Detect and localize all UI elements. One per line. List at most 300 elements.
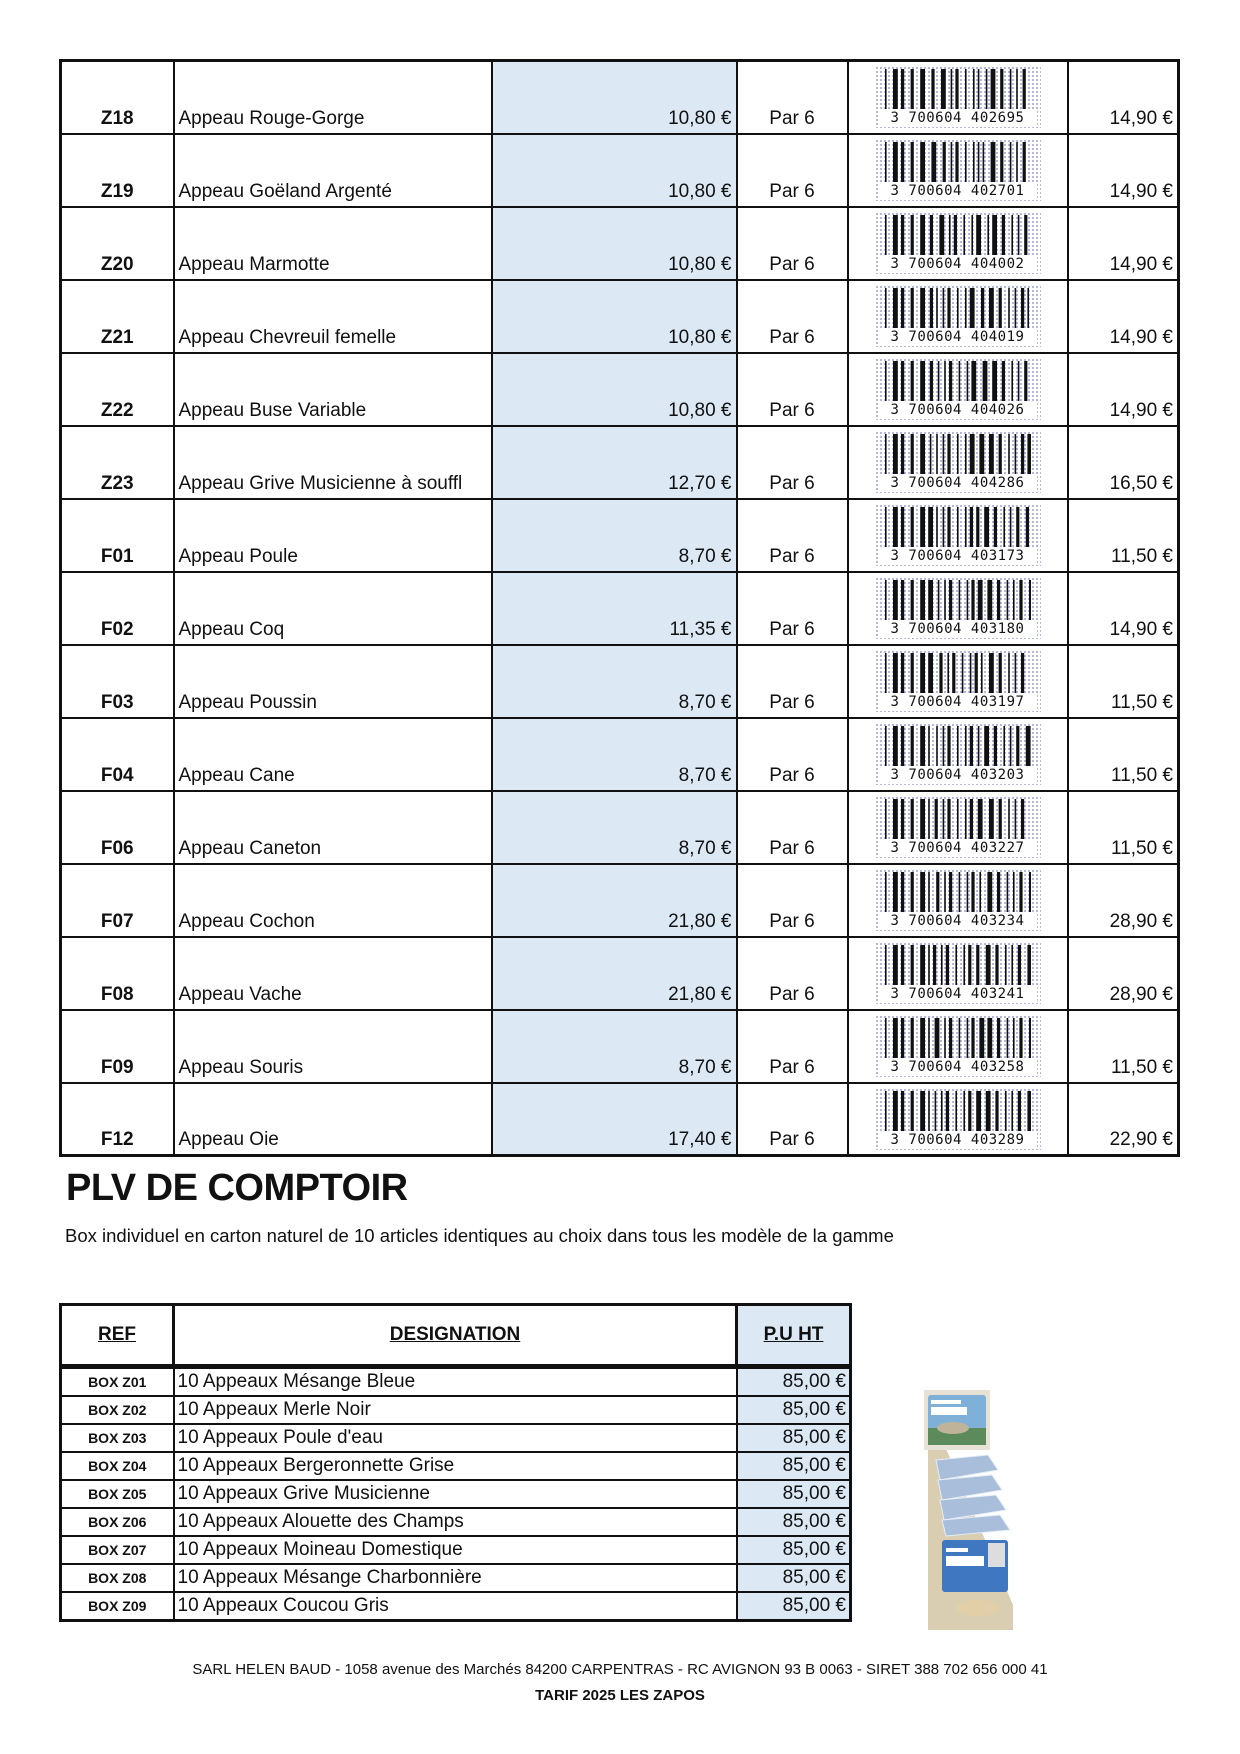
barcode-bar (910, 288, 913, 328)
barcode-bar (955, 142, 958, 182)
header-ref: REF (61, 1305, 174, 1367)
barcode-bar (893, 799, 898, 839)
barcode-bar (961, 653, 963, 693)
product-ref: F04 (61, 718, 174, 791)
product-unit-price: 8,70 € (492, 718, 737, 791)
barcode-bar (963, 1091, 965, 1131)
barcode-bar (957, 799, 959, 839)
barcode-bar (901, 361, 904, 401)
box-row (61, 1452, 851, 1480)
barcode-bar (965, 726, 967, 766)
barcode-bar (931, 69, 934, 109)
barcode-bar (885, 945, 887, 985)
barcode-bar (910, 726, 913, 766)
barcode-bar (1006, 872, 1008, 912)
barcode-bar (885, 653, 887, 693)
barcode-bar (949, 361, 952, 401)
barcode-bar (1006, 1018, 1008, 1058)
product-ref: F09 (61, 1010, 174, 1083)
barcode-digits: 3 700604 403227 (879, 840, 1037, 857)
barcode-bar (931, 142, 936, 182)
barcode-bar (942, 288, 944, 328)
barcode-bar (1011, 945, 1013, 985)
barcode-bar (963, 215, 965, 255)
barcode-bar (901, 434, 904, 474)
product-barcode-cell (848, 207, 1068, 280)
barcode-bar (901, 726, 904, 766)
box-designation: 10 Appeaux Bergeronnette Grise (174, 1452, 737, 1480)
barcode-bar (998, 653, 1001, 693)
barcode-bar (979, 872, 981, 912)
barcode-bar (920, 945, 925, 985)
barcode-bar (950, 69, 952, 109)
product-ref: Z20 (61, 207, 174, 280)
box-rows (61, 1367, 851, 1621)
barcode-bar (971, 361, 976, 401)
barcode-icon (875, 723, 1041, 785)
barcode-digits: 3 700604 402701 (879, 183, 1037, 200)
barcode-bar (910, 434, 913, 474)
barcode-bar (947, 288, 950, 328)
barcode-bar (987, 1018, 992, 1058)
barcode-bar (1016, 726, 1019, 766)
box-unit-price: 85,00 € (737, 1452, 851, 1480)
barcode-bar (1006, 580, 1008, 620)
barcode-bar (997, 580, 1000, 620)
product-ref: Z22 (61, 353, 174, 426)
barcode-bar (942, 799, 944, 839)
barcode-bar (941, 945, 943, 985)
product-retail-price: 14,90 € (1068, 572, 1179, 645)
product-pack: Par 6 (737, 1010, 848, 1083)
barcode-bar (893, 872, 898, 912)
barcode-bar (920, 1018, 925, 1058)
barcode-bar (910, 507, 913, 547)
barcode-bar (893, 215, 898, 255)
barcode-bar (965, 799, 967, 839)
barcode-bar (928, 799, 930, 839)
barcode-bar (939, 653, 942, 693)
product-pack: Par 6 (737, 1083, 848, 1156)
barcode-bar (941, 1091, 943, 1131)
barcode-digits: 3 700604 403258 (879, 1059, 1037, 1076)
product-retail-price: 11,50 € (1068, 1010, 1179, 1083)
barcode-bar (993, 507, 996, 547)
table-row (61, 645, 1179, 718)
barcode-bar (910, 945, 913, 985)
table-row (61, 426, 1179, 499)
product-unit-price: 8,70 € (492, 645, 737, 718)
barcode-bar (969, 653, 971, 693)
barcode-bar (901, 507, 904, 547)
barcode-bar (933, 945, 936, 985)
barcode-bar (957, 434, 959, 474)
barcode-bar (997, 872, 1000, 912)
company-info: SARL HELEN BAUD - 1058 avenue des Marchés 84200 CARPENTRAS - RC AVIGNON 93 B 0063 - SIRET 388 702 656 000 41 (192, 1661, 1048, 1678)
product-retail-price: 14,90 € (1068, 207, 1179, 280)
document-title: TARIF 2025 LES ZAPOS (535, 1687, 705, 1704)
product-unit-price: 8,70 € (492, 791, 737, 864)
barcode-bar (989, 288, 994, 328)
box-ref: BOX Z02 (61, 1396, 174, 1424)
barcode-bar (910, 69, 913, 109)
table-row (61, 499, 1179, 572)
product-rows (61, 61, 1179, 1156)
product-pack: Par 6 (737, 499, 848, 572)
barcode-bar (973, 69, 975, 109)
barcode-bar (893, 434, 898, 474)
product-barcode-cell (848, 1010, 1068, 1083)
barcode-bar (1016, 507, 1019, 547)
barcode-bar (901, 653, 904, 693)
barcode-bar (944, 1018, 946, 1058)
barcode-bar (1005, 945, 1007, 985)
barcode-bar (1000, 142, 1003, 182)
barcode-bar (893, 142, 898, 182)
barcode-bar (957, 726, 959, 766)
barcode-bar (982, 361, 987, 401)
product-retail-price: 28,90 € (1068, 864, 1179, 937)
barcode-bar (1008, 288, 1010, 328)
barcode-bar (1027, 288, 1029, 328)
table-row (61, 61, 1179, 134)
barcode-icon (875, 1088, 1041, 1150)
barcode-bar (969, 726, 972, 766)
barcode-bar (910, 580, 913, 620)
barcode-bar (998, 434, 1001, 474)
table-row (61, 1083, 1179, 1156)
box-designation: 10 Appeaux Merle Noir (174, 1396, 737, 1424)
barcode-digits: 3 700604 404286 (879, 475, 1037, 492)
box-ref: BOX Z08 (61, 1564, 174, 1592)
barcode-bar (1029, 580, 1031, 620)
barcode-bar (1014, 653, 1016, 693)
barcode-bar (977, 69, 979, 109)
barcode-bar (885, 1091, 887, 1131)
barcode-icon (875, 285, 1041, 347)
product-unit-price: 10,80 € (492, 207, 737, 280)
barcode-bar (995, 1091, 998, 1131)
product-designation: Appeau Goëland Argenté (174, 134, 492, 207)
barcode-bar (1013, 580, 1015, 620)
barcode-bar (955, 69, 958, 109)
barcode-bar (971, 872, 974, 912)
product-pack: Par 6 (737, 61, 848, 134)
barcode-bar (957, 288, 959, 328)
product-barcode-cell (848, 426, 1068, 499)
barcode-bar (989, 653, 994, 693)
product-designation: Appeau Buse Variable (174, 353, 492, 426)
barcode-bar (1021, 653, 1024, 693)
box-designation: 10 Appeaux Coucou Gris (174, 1592, 737, 1621)
product-pack: Par 6 (737, 718, 848, 791)
barcode-bar (928, 580, 933, 620)
barcode-bar (1003, 726, 1005, 766)
product-ref: F12 (61, 1083, 174, 1156)
product-unit-price: 10,80 € (492, 353, 737, 426)
barcode-bar (901, 799, 904, 839)
product-barcode-cell (848, 499, 1068, 572)
barcode-bar (1022, 142, 1025, 182)
barcode-bar (910, 1091, 913, 1131)
barcode-bar (965, 288, 967, 328)
barcode-bar (969, 288, 974, 328)
barcode-bar (901, 872, 904, 912)
barcode-bar (1027, 434, 1031, 474)
box-row (61, 1480, 851, 1508)
barcode-bar (934, 799, 937, 839)
barcode-bar (998, 799, 1001, 839)
table-row (61, 572, 1179, 645)
barcode-bar (901, 1018, 904, 1058)
barcode-bar (885, 69, 887, 109)
product-pack: Par 6 (737, 645, 848, 718)
product-designation: Appeau Rouge-Gorge (174, 61, 492, 134)
box-table-header (61, 1305, 851, 1367)
box-ref: BOX Z01 (61, 1367, 174, 1397)
barcode-bar (1029, 1018, 1031, 1058)
barcode-bar (901, 580, 904, 620)
table-row (61, 134, 1179, 207)
barcode-bar (1003, 507, 1005, 547)
barcode-bar (885, 580, 887, 620)
barcode-bar (966, 872, 968, 912)
barcode-bar (947, 434, 950, 474)
barcode-bar (985, 1091, 990, 1131)
barcode-bar (910, 872, 913, 912)
barcode-bar (958, 361, 960, 401)
barcode-bar (936, 872, 939, 912)
barcode-digits: 3 700604 403289 (879, 1132, 1037, 1149)
barcode-bar (949, 872, 952, 912)
barcode-bar (936, 726, 938, 766)
product-designation: Appeau Cane (174, 718, 492, 791)
barcode-bar (893, 361, 898, 401)
barcode-bar (885, 434, 887, 474)
barcode-bar (950, 142, 952, 182)
product-ref: F06 (61, 791, 174, 864)
barcode-bar (928, 507, 933, 547)
barcode-bar (963, 945, 965, 985)
product-pack: Par 6 (737, 791, 848, 864)
barcode-bar (910, 653, 913, 693)
box-ref: BOX Z09 (61, 1592, 174, 1621)
table-row (61, 718, 1179, 791)
barcode-icon (875, 358, 1041, 420)
barcode-bar (910, 1018, 913, 1058)
barcode-bar (1027, 945, 1031, 985)
box-designation: 10 Appeaux Moineau Domestique (174, 1536, 737, 1564)
barcode-icon (875, 139, 1041, 201)
product-ref: Z21 (61, 280, 174, 353)
barcode-bar (977, 142, 979, 182)
section-description: Box individuel en carton naturel de 10 articles identiques au choix dans tous les modèle de la gamme (65, 1225, 894, 1246)
barcode-bar (968, 1091, 971, 1131)
product-unit-price: 12,70 € (492, 426, 737, 499)
product-pack: Par 6 (737, 937, 848, 1010)
product-designation: Appeau Poussin (174, 645, 492, 718)
product-pack: Par 6 (737, 572, 848, 645)
barcode-bar (893, 69, 898, 109)
product-price-table (59, 59, 1180, 1157)
box-unit-price: 85,00 € (737, 1424, 851, 1452)
barcode-bar (997, 1018, 1000, 1058)
product-ref: F08 (61, 937, 174, 1010)
barcode-bar (1009, 507, 1011, 547)
barcode-bar (1021, 288, 1024, 328)
barcode-bar (885, 142, 887, 182)
barcode-bar (928, 1091, 930, 1131)
barcode-bar (1022, 69, 1025, 109)
barcode-bar (941, 69, 946, 109)
barcode-icon (875, 869, 1041, 931)
barcode-bar (944, 872, 946, 912)
table-row (61, 207, 1179, 280)
barcode-bar (936, 434, 938, 474)
product-unit-price: 17,40 € (492, 1083, 737, 1156)
box-unit-price: 85,00 € (737, 1592, 851, 1621)
table-row (61, 353, 1179, 426)
product-unit-price: 21,80 € (492, 864, 737, 937)
barcode-bar (893, 1018, 898, 1058)
barcode-bar (893, 653, 898, 693)
barcode-bar (965, 142, 967, 182)
barcode-bar (942, 434, 944, 474)
barcode-icon (875, 942, 1041, 1004)
barcode-icon (875, 66, 1041, 128)
barcode-bar (945, 945, 948, 985)
product-retail-price: 16,50 € (1068, 426, 1179, 499)
product-retail-price: 11,50 € (1068, 718, 1179, 791)
barcode-bar (966, 361, 968, 401)
box-designation: 10 Appeaux Grive Musicienne (174, 1480, 737, 1508)
product-retail-price: 11,50 € (1068, 645, 1179, 718)
barcode-bar (893, 580, 898, 620)
product-pack: Par 6 (737, 353, 848, 426)
product-pack: Par 6 (737, 280, 848, 353)
barcode-bar (937, 361, 939, 401)
barcode-bar (1011, 361, 1013, 401)
barcode-bar (893, 1091, 898, 1131)
barcode-bar (982, 142, 984, 182)
product-designation: Appeau Cochon (174, 864, 492, 937)
product-retail-price: 14,90 € (1068, 61, 1179, 134)
barcode-bar (1008, 653, 1010, 693)
barcode-bar (995, 945, 998, 985)
barcode-bar (973, 142, 975, 182)
barcode-bar (920, 288, 925, 328)
product-ref: F03 (61, 645, 174, 718)
barcode-bar (1016, 69, 1018, 109)
barcode-bar (1025, 726, 1030, 766)
box-unit-price: 85,00 € (737, 1480, 851, 1508)
barcode-bar (1009, 726, 1011, 766)
box-unit-price: 85,00 € (737, 1564, 851, 1592)
barcode-bar (910, 799, 913, 839)
box-designation: 10 Appeaux Poule d'eau (174, 1424, 737, 1452)
barcode-bar (977, 580, 982, 620)
barcode-bar (910, 215, 913, 255)
barcode-bar (1001, 361, 1004, 401)
barcode-bar (977, 799, 982, 839)
barcode-bar (920, 653, 925, 693)
product-barcode-cell (848, 572, 1068, 645)
box-row (61, 1564, 851, 1592)
barcode-bar (1014, 434, 1016, 474)
barcode-bar (893, 507, 898, 547)
barcode-icon (875, 504, 1041, 566)
barcode-bar (971, 580, 974, 620)
barcode-bar (1005, 1091, 1007, 1131)
box-designation: 10 Appeaux Alouette des Champs (174, 1508, 737, 1536)
box-row (61, 1592, 851, 1621)
barcode-bar (885, 726, 887, 766)
barcode-bar (910, 361, 913, 401)
product-retail-price: 14,90 € (1068, 280, 1179, 353)
barcode-bar (942, 507, 944, 547)
barcode-bar (910, 142, 913, 182)
barcode-bar (949, 580, 952, 620)
barcode-bar (1014, 799, 1016, 839)
product-retail-price: 14,90 € (1068, 353, 1179, 426)
product-ref: Z19 (61, 134, 174, 207)
barcode-bar (998, 288, 1001, 328)
barcode-icon (875, 796, 1041, 858)
barcode-bar (1019, 1018, 1022, 1058)
barcode-bar (1011, 215, 1013, 255)
product-designation: Appeau Marmotte (174, 207, 492, 280)
barcode-bar (1016, 142, 1018, 182)
barcode-bar (979, 434, 984, 474)
barcode-bar (981, 288, 984, 328)
barcode-digits: 3 700604 404026 (879, 402, 1037, 419)
barcode-bar (955, 945, 957, 985)
barcode-bar (939, 215, 944, 255)
table-row (61, 864, 1179, 937)
barcode-digits: 3 700604 403197 (879, 694, 1037, 711)
product-unit-price: 8,70 € (492, 1010, 737, 1083)
barcode-digits: 3 700604 404002 (879, 256, 1037, 273)
table-row (61, 791, 1179, 864)
barcode-bar (920, 215, 925, 255)
barcode-bar (920, 1091, 925, 1131)
barcode-bar (929, 288, 932, 328)
barcode-bar (985, 69, 987, 109)
barcode-bar (942, 726, 944, 766)
barcode-bar (885, 799, 887, 839)
product-pack: Par 6 (737, 207, 848, 280)
barcode-bar (1019, 872, 1022, 912)
barcode-bar (1017, 215, 1019, 255)
product-designation: Appeau Poule (174, 499, 492, 572)
barcode-bar (984, 507, 989, 547)
barcode-bar (885, 1018, 887, 1058)
product-barcode-cell (848, 1083, 1068, 1156)
barcode-bar (1024, 361, 1027, 401)
barcode-icon (875, 1015, 1041, 1077)
product-barcode-cell (848, 280, 1068, 353)
barcode-bar (1013, 1018, 1015, 1058)
barcode-bar (928, 872, 930, 912)
barcode-bar (1024, 215, 1027, 255)
product-barcode-cell (848, 937, 1068, 1010)
counter-display-photo (918, 1390, 1018, 1635)
barcode-bar (993, 726, 996, 766)
table-row (61, 280, 1179, 353)
box-price-table (59, 1303, 852, 1622)
barcode-bar (947, 799, 950, 839)
box-ref: BOX Z03 (61, 1424, 174, 1452)
